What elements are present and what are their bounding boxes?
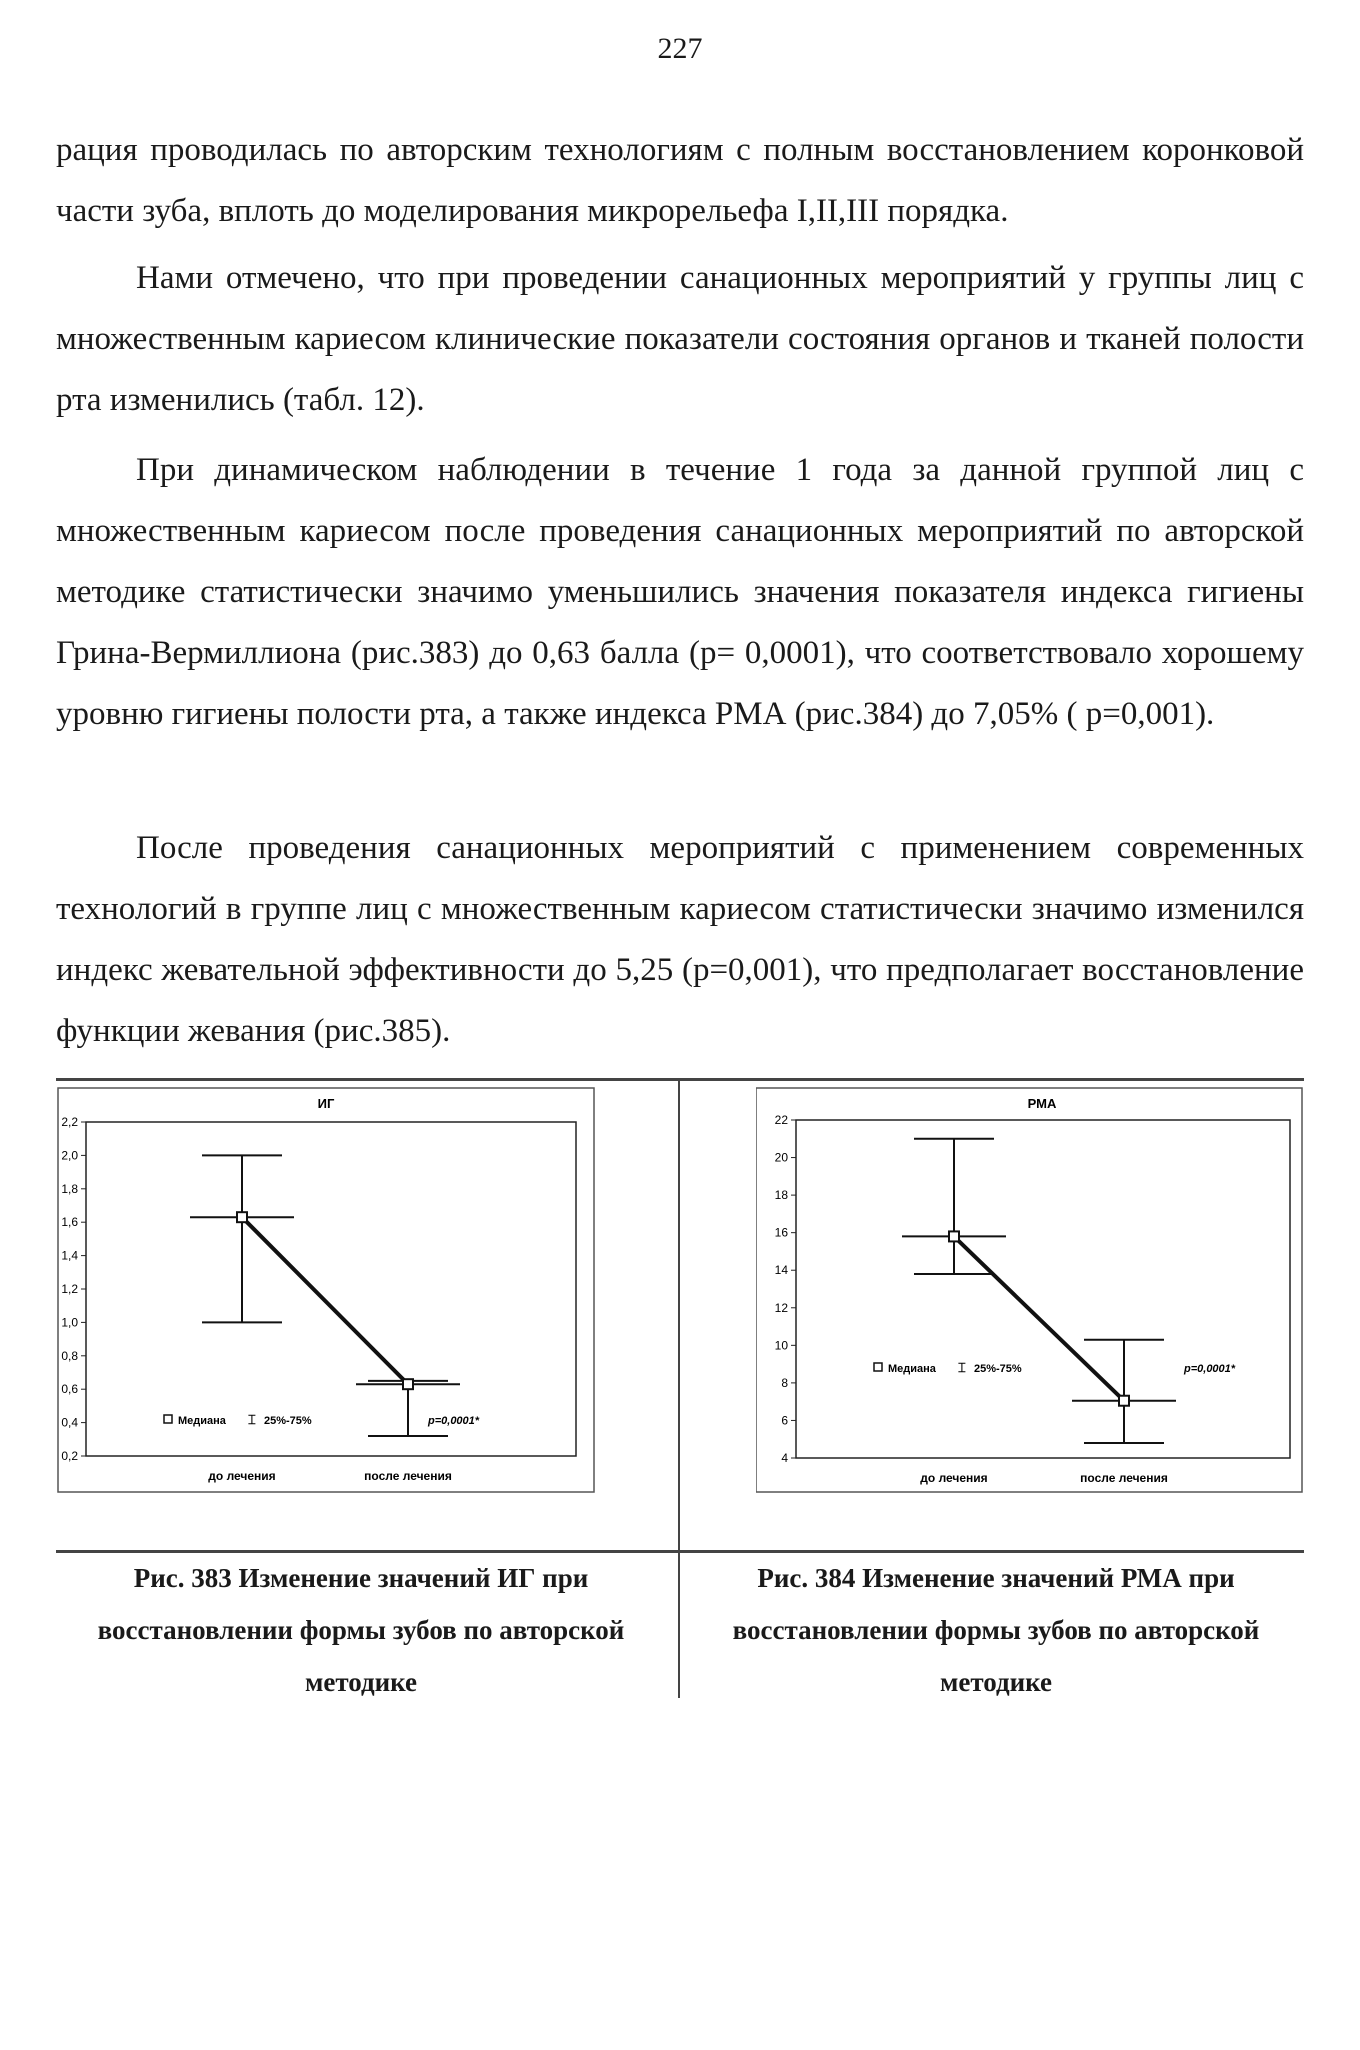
chart-frame	[756, 1088, 1302, 1492]
x-tick-label: после лечения	[364, 1469, 452, 1483]
y-tick-label: 6	[781, 1413, 788, 1428]
y-tick-label: 16	[774, 1225, 788, 1240]
y-tick-label: 1,8	[61, 1181, 78, 1196]
y-tick-label: 0,8	[61, 1348, 78, 1363]
paragraph-1: рация проводилась по авторским технологиям с полным восстановлением коронковой части зуба, вплоть до моделирования микрорельефа I,II,III порядка.	[56, 132, 1304, 229]
y-tick-label: 0,4	[61, 1415, 78, 1430]
paragraph-2: Нами отмечено, что при проведении санационных мероприятий у группы лиц с множественным кариесом клинические показатели состояния органов и тканей полости рта изменились (табл. 12).	[56, 260, 1304, 418]
legend-median-marker	[874, 1363, 882, 1371]
y-tick-label: 1,2	[61, 1282, 78, 1296]
table-divider	[678, 1078, 680, 1698]
y-tick-label: 10	[774, 1338, 788, 1353]
y-tick-label: 20	[774, 1150, 788, 1165]
y-tick-label: 0,2	[61, 1449, 78, 1463]
x-tick-label: до лечения	[920, 1471, 988, 1485]
y-tick-label: 0,6	[61, 1382, 78, 1397]
y-tick-label: 1,6	[61, 1215, 78, 1230]
x-tick-label: до лечения	[208, 1469, 276, 1483]
caption-figure-384: Рис. 384 Изменение значений РМА при восстановлении формы зубов по авторской методике	[732, 1563, 1260, 1697]
y-tick-label: 2,0	[61, 1148, 78, 1163]
caption-figure-383: Рис. 383 Изменение значений ИГ при восстановлении формы зубов по авторской методике	[97, 1563, 625, 1697]
legend-range-marker: ⌶	[958, 1360, 966, 1375]
legend-range-label: 25%-75%	[264, 1415, 312, 1427]
y-tick-label: 1,4	[61, 1248, 78, 1263]
p-value-annotation: p=0,0001*	[1184, 1363, 1236, 1375]
median-point	[403, 1379, 413, 1389]
y-tick-label: 8	[781, 1375, 788, 1390]
figure-pma	[756, 1084, 1304, 1494]
chart-frame	[58, 1088, 594, 1492]
chart-title: РМА	[1027, 1096, 1057, 1111]
median-point	[949, 1231, 959, 1241]
y-tick-label: 4	[781, 1451, 788, 1465]
figure-ig	[56, 1084, 596, 1494]
median-point	[237, 1212, 247, 1222]
y-tick-label: 12	[774, 1300, 788, 1315]
chart-pma	[756, 1084, 1304, 1494]
y-tick-label: 14	[774, 1263, 788, 1278]
y-tick-label: 18	[774, 1188, 788, 1203]
legend-median-label: Медиана	[888, 1363, 936, 1375]
chart-title: ИГ	[317, 1096, 335, 1111]
legend-median-label: Медиана	[178, 1415, 226, 1427]
legend-range-label: 25%-75%	[974, 1363, 1022, 1375]
y-tick-label: 22	[774, 1113, 788, 1127]
chart-ig	[56, 1084, 596, 1494]
x-tick-label: после лечения	[1080, 1471, 1168, 1485]
page-number: 227	[657, 32, 703, 65]
legend-median-marker	[164, 1415, 172, 1423]
paragraph-4: После проведения санационных мероприятий с применением современных технологий в группе лиц с множественным кариесом статистически значимо изменился индекс жевательной эффективности до 5,25 (p=0,001), что предполагает восстановление функции жевания (рис.385).	[56, 830, 1304, 1049]
median-point	[1119, 1396, 1129, 1406]
paragraph-3: При динамическом наблюдении в течение 1 года за данной группой лиц с множественным кариесом после проведения санационных мероприятий по авторской методике статистически значимо уменьшились значения показателя индекса гигиены Грина-Вермиллиона (рис.383) до 0,63 балла (p= 0,0001), что соответствовало хорошему уровню гигиены полости рта, а также индекса РМА (рис.384) до 7,05% ( p=0,001).	[56, 452, 1304, 732]
y-tick-label: 2,2	[61, 1115, 78, 1129]
y-tick-label: 1,0	[61, 1315, 78, 1330]
p-value-annotation: p=0,0001*	[428, 1415, 480, 1427]
legend-range-marker: ⌶	[248, 1412, 256, 1427]
figure-table	[56, 1074, 1304, 1697]
table-top-rule	[56, 1078, 1304, 1081]
